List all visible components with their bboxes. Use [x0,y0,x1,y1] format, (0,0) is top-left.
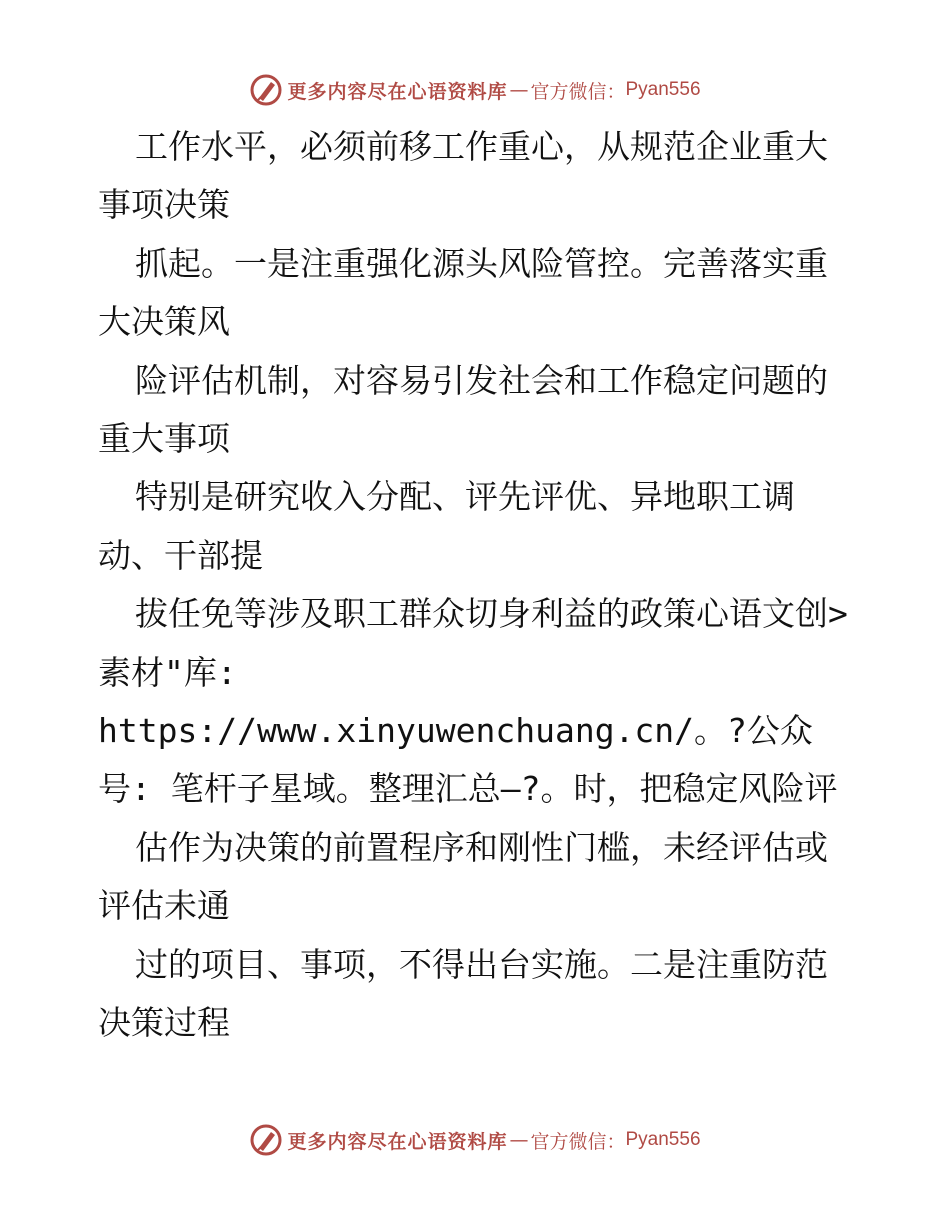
paragraph-3: 险评估机制，对容易引发社会和工作稳定问题的重大事项 [98,360,828,459]
footer-wechat-id: Pyan556 [625,1129,701,1150]
paragraph-1: 工作水平，必须前移工作重心，从规范企业重大事项决策 [98,127,828,225]
header-banner [0,70,950,110]
pen-logo-icon [249,1123,283,1157]
document-body [98,118,858,1053]
footer-wechat-label: 官方微信： [530,1130,626,1153]
pen-logo-icon [249,73,283,107]
paragraph-2: 抓起。一是注重强化源头风险管控。完善落实重大决策风 [98,243,828,342]
paragraph-4: 特别是研究收入分配、评先评优、异地职工调动、干部提 [98,477,795,575]
paragraph-7: 过的项目、事项，不得出台实施。二是注重防范决策过程 [98,944,828,1043]
footer-dash: — [509,1129,529,1151]
paragraph-5: 拔任免等涉及职工群众切身利益的政策心语文创>素材"库: https://www.xinyuwenchuang.cn/。?公众号: 笔杆子星域。整理汇总—?。时，把稳定风险评 [98,594,848,809]
header-wechat-id: Pyan556 [625,79,701,100]
footer-banner [0,1120,950,1160]
header-dash: — [509,79,529,101]
footer-main-text: 更多内容尽在心语资料库 [287,1130,508,1153]
paragraph-6: 估作为决策的前置程序和刚性门槛，未经评估或评估未通 [98,827,828,926]
header-main-text: 更多内容尽在心语资料库 [287,80,508,103]
header-wechat-label: 官方微信： [530,80,626,103]
